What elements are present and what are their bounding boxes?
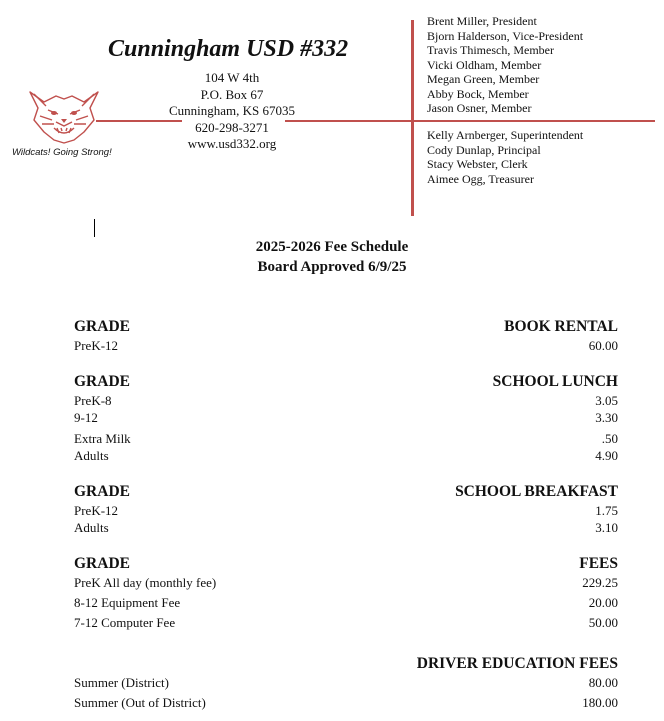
fee-label: PreK-12 (74, 338, 119, 353)
fee-value: .50 (601, 431, 618, 446)
fee-value: 50.00 (588, 615, 618, 630)
schedule-approval: Board Approved 6/9/25 (257, 259, 407, 275)
grade-heading: GRADE (74, 555, 130, 572)
section-school-lunch (74, 372, 618, 464)
grade-heading: GRADE (74, 318, 130, 335)
section-header (74, 317, 618, 337)
fee-value: 3.05 (595, 393, 618, 408)
fee-value: 80.00 (588, 675, 618, 690)
fee-value: 229.25 (582, 575, 618, 590)
fee-row (74, 519, 618, 536)
address-website: www.usd332.org (187, 136, 277, 151)
category-heading: SCHOOL LUNCH (492, 373, 618, 390)
section-header (74, 372, 618, 392)
fee-row (74, 614, 618, 631)
address-street: 104 W 4th (204, 70, 260, 85)
fee-label: 7-12 Computer Fee (74, 615, 176, 630)
fee-row (74, 694, 618, 711)
address-city: Cunningham, KS 67035 (168, 103, 296, 118)
fee-value: 20.00 (588, 595, 618, 610)
fee-value: 3.10 (595, 520, 618, 535)
section-school-breakfast (74, 482, 618, 536)
fee-value: 4.90 (595, 448, 618, 463)
fee-row (74, 502, 618, 519)
category-heading: FEES (579, 555, 618, 572)
fee-label: 9-12 (74, 410, 98, 425)
fee-label: Extra Milk (74, 431, 131, 446)
admin-member: Aimee Ogg, Treasurer (427, 171, 534, 186)
motto: Wildcats! Going Strong! (12, 147, 112, 158)
admin-member: Cody Dunlap, Principal (427, 142, 541, 157)
schedule-title: 2025-2026 Fee Schedule (255, 239, 409, 255)
fee-label: Summer (District) (74, 675, 169, 690)
fee-row (74, 674, 618, 691)
fee-value: 60.00 (588, 338, 618, 353)
administration-list (427, 128, 583, 186)
section-fees (74, 554, 618, 631)
section-header (74, 554, 618, 574)
admin-member: Kelly Arnberger, Superintendent (427, 128, 584, 142)
fee-row (74, 409, 618, 426)
fee-label: Adults (74, 520, 109, 535)
address-phone: 620-298-3271 (195, 119, 269, 135)
fee-row (74, 430, 618, 447)
fee-label: PreK-8 (74, 393, 112, 408)
header-divider-left (96, 120, 182, 122)
category-heading: DRIVER EDUCATION FEES (416, 655, 618, 672)
board-member: Bjorn Halderson, Vice-President (427, 28, 584, 43)
grade-heading: GRADE (74, 483, 130, 500)
wildcat-logo-icon (26, 86, 102, 144)
board-member: Abby Bock, Member (427, 86, 529, 101)
board-member: Jason Osner, Member (427, 101, 532, 115)
fee-label: PreK-12 (74, 503, 119, 518)
section-book-rental (74, 317, 618, 354)
district-title: Cunningham USD #332 (108, 36, 349, 62)
fee-value: 180.00 (582, 695, 618, 710)
text-cursor (94, 219, 95, 237)
fee-value: 3.30 (595, 410, 618, 425)
section-header (74, 654, 618, 674)
section-header (74, 482, 618, 502)
section-driver-education (74, 654, 618, 711)
address-po-box: P.O. Box 67 (200, 86, 264, 102)
category-heading: SCHOOL BREAKFAST (455, 483, 618, 500)
fee-label: Adults (74, 448, 109, 463)
board-member: Travis Thimesch, Member (427, 43, 554, 57)
board-member: Brent Miller, President (427, 14, 537, 28)
board-member: Vicki Oldham, Member (427, 57, 542, 72)
fee-row (74, 594, 618, 611)
fee-row (74, 447, 618, 464)
fee-label: PreK All day (monthly fee) (74, 575, 217, 590)
header-divider-right (285, 120, 655, 122)
grade-heading: GRADE (74, 373, 130, 390)
category-heading: BOOK RENTAL (504, 318, 618, 335)
fee-row (74, 574, 618, 591)
fee-value: 1.75 (595, 503, 618, 518)
admin-member: Stacy Webster, Clerk (427, 157, 528, 171)
fee-label: Summer (Out of District) (74, 695, 206, 710)
fee-label: 8-12 Equipment Fee (74, 595, 181, 610)
board-member: Megan Green, Member (427, 72, 540, 86)
header-vertical-divider (411, 20, 414, 216)
board-member-list (427, 14, 583, 116)
fee-row (74, 392, 618, 409)
fee-row (74, 337, 618, 354)
